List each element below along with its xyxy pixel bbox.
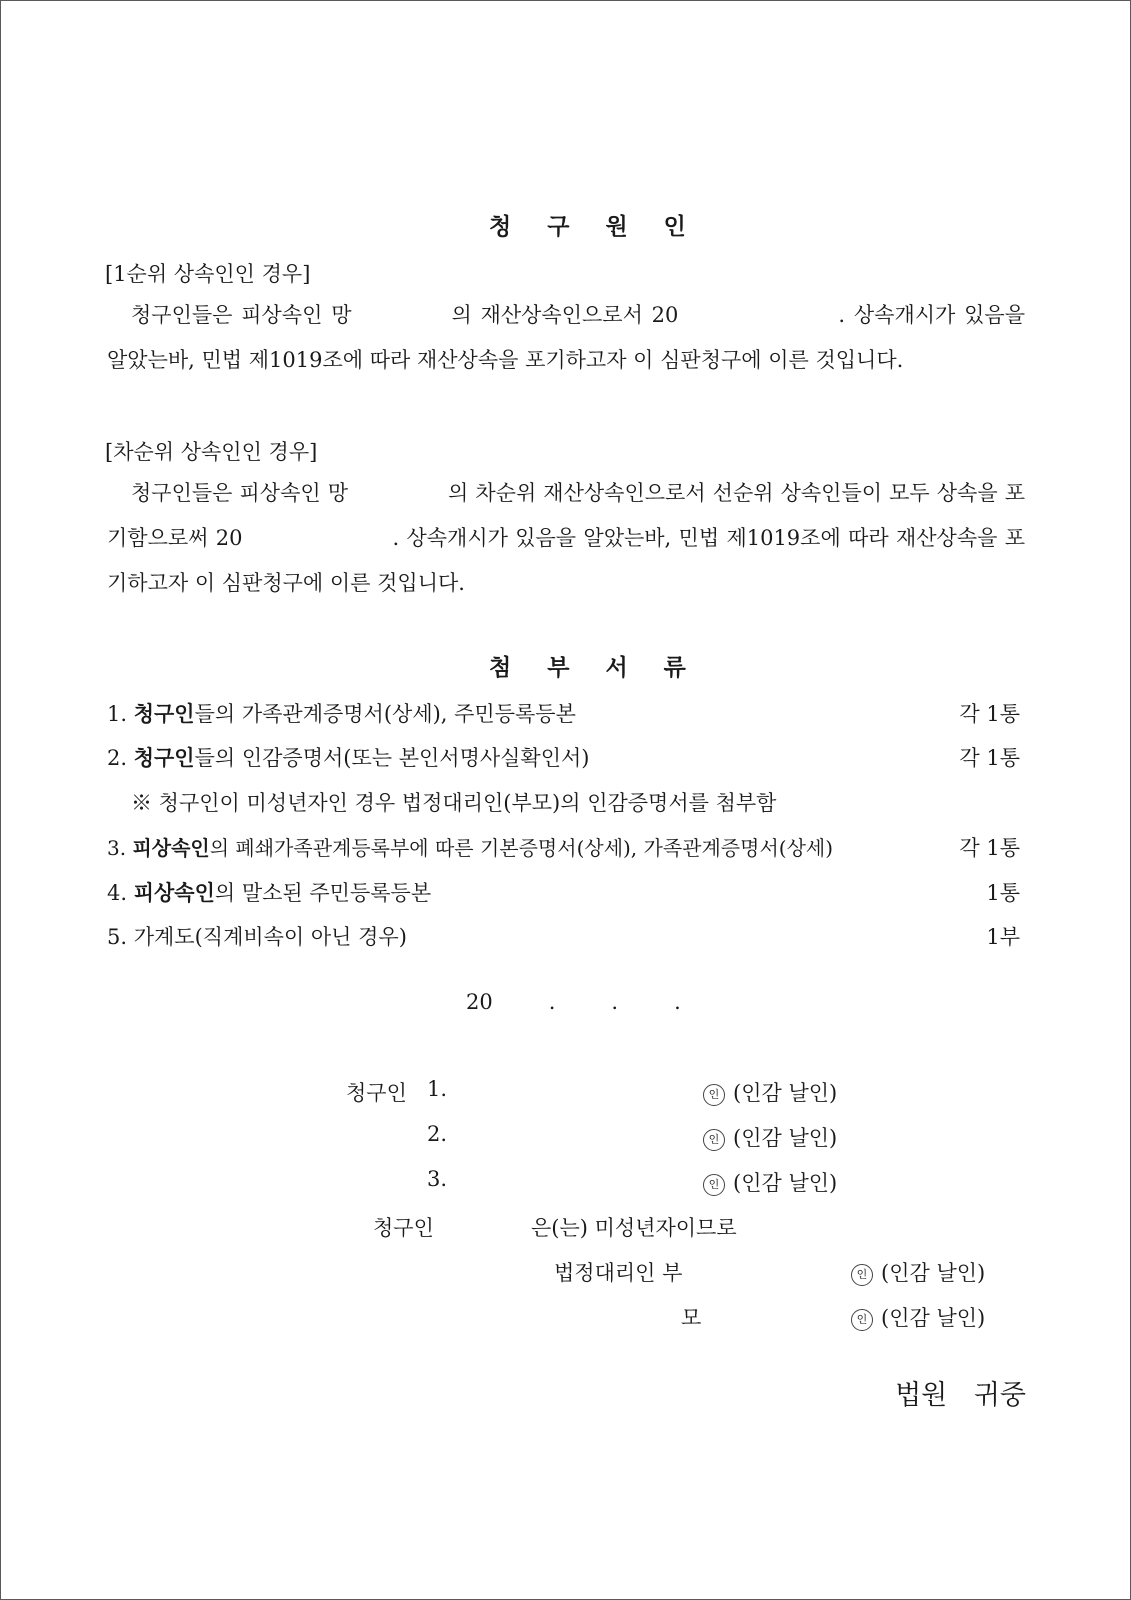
claimant-label: 청구인: [346, 1081, 407, 1105]
seal-icon: 인: [851, 1264, 873, 1286]
second-rank-paragraph: [107, 471, 1025, 606]
signature-num-1: 1.: [427, 1077, 448, 1101]
attachment-note: ※ 청구인이 미성년자인 경우 법정대리인(부모)의 인감증명서를 첨부함: [131, 791, 777, 815]
seal-icon: 인: [851, 1309, 873, 1331]
attachments-title: 첨 부 서 류: [489, 654, 700, 681]
second-rank-text-3: . 상속개시가 있음을 알았는바, 민법 제1019조에 따라 재산상속을 포기하고자 이 심판청구에 이른 것입니다.: [107, 526, 1025, 595]
signature-seal-3: 인 (인감 날인): [703, 1167, 837, 1197]
court-addressee: 법원 귀중: [895, 1380, 1026, 1411]
signature-seal-1: 인 (인감 날인): [703, 1077, 837, 1107]
attachment-count-5: 1부: [986, 925, 1020, 949]
grounds-title: 청 구 원 인: [489, 213, 700, 240]
seal-icon: 인: [703, 1084, 725, 1106]
seal-icon: 인: [703, 1129, 725, 1151]
attachment-item-5: 5. 가계도(직계비속이 아닌 경우): [107, 925, 407, 949]
signature-seal-2: 인 (인감 날인): [703, 1122, 837, 1152]
first-rank-paragraph: [107, 293, 1025, 383]
attachment-count-4: 1통: [986, 881, 1020, 905]
attachment-item-2: 2. 청구인들의 인감증명서(또는 본인서명사실확인서): [107, 745, 590, 770]
signature-num-3: 3.: [427, 1167, 448, 1191]
signature-num-2: 2.: [427, 1122, 448, 1146]
date-line: 20 . . .: [466, 990, 681, 1014]
minor-claimant-text: 은(는) 미성년자이므로: [531, 1216, 737, 1240]
guardian-mother-seal: 인 (인감 날인): [851, 1302, 985, 1332]
first-rank-heading: [1순위 상속인인 경우]: [105, 262, 311, 286]
attachment-count-2: 각 1통: [959, 746, 1020, 770]
date-year: 20: [466, 990, 493, 1014]
first-rank-text-1: 청구인들은 피상속인 망: [131, 303, 352, 327]
guardian-father-seal: 인 (인감 날인): [851, 1257, 985, 1287]
first-rank-text-2: 의 재산상속인으로서 20: [451, 303, 679, 327]
attachment-count-3: 각 1통: [959, 836, 1020, 860]
attachment-count-1: 각 1통: [959, 702, 1020, 726]
attachment-item-1: 1. 청구인들의 가족관계증명서(상세), 주민등록등본: [107, 701, 576, 726]
minor-claimant-label: 청구인: [373, 1216, 434, 1240]
second-rank-heading: [차순위 상속인인 경우]: [105, 440, 318, 464]
attachment-item-4: 4. 피상속인의 말소된 주민등록등본: [107, 880, 432, 905]
first-rank-text-3: . 상속개시가 있음을 알았는바, 민법 제1019조에 따라 재산상속을 포기하고자 이 심판청구에 이른 것입니다.: [107, 303, 1025, 372]
guardian-father-label: 법정대리인 부: [554, 1261, 683, 1285]
seal-icon: 인: [703, 1174, 725, 1196]
guardian-mother-label: 모: [681, 1306, 702, 1330]
second-rank-text-1: 청구인들은 피상속인 망: [131, 481, 349, 505]
attachment-item-3: 3. 피상속인의 폐쇄가족관계등록부에 따른 기본증명서(상세), 가족관계증명서(상세): [107, 836, 834, 860]
second-rank-text-2: 의 차순위 재산상속인으로서 선순위 상속인들이 모두 상속을 포기함으로써 20: [107, 481, 1025, 550]
